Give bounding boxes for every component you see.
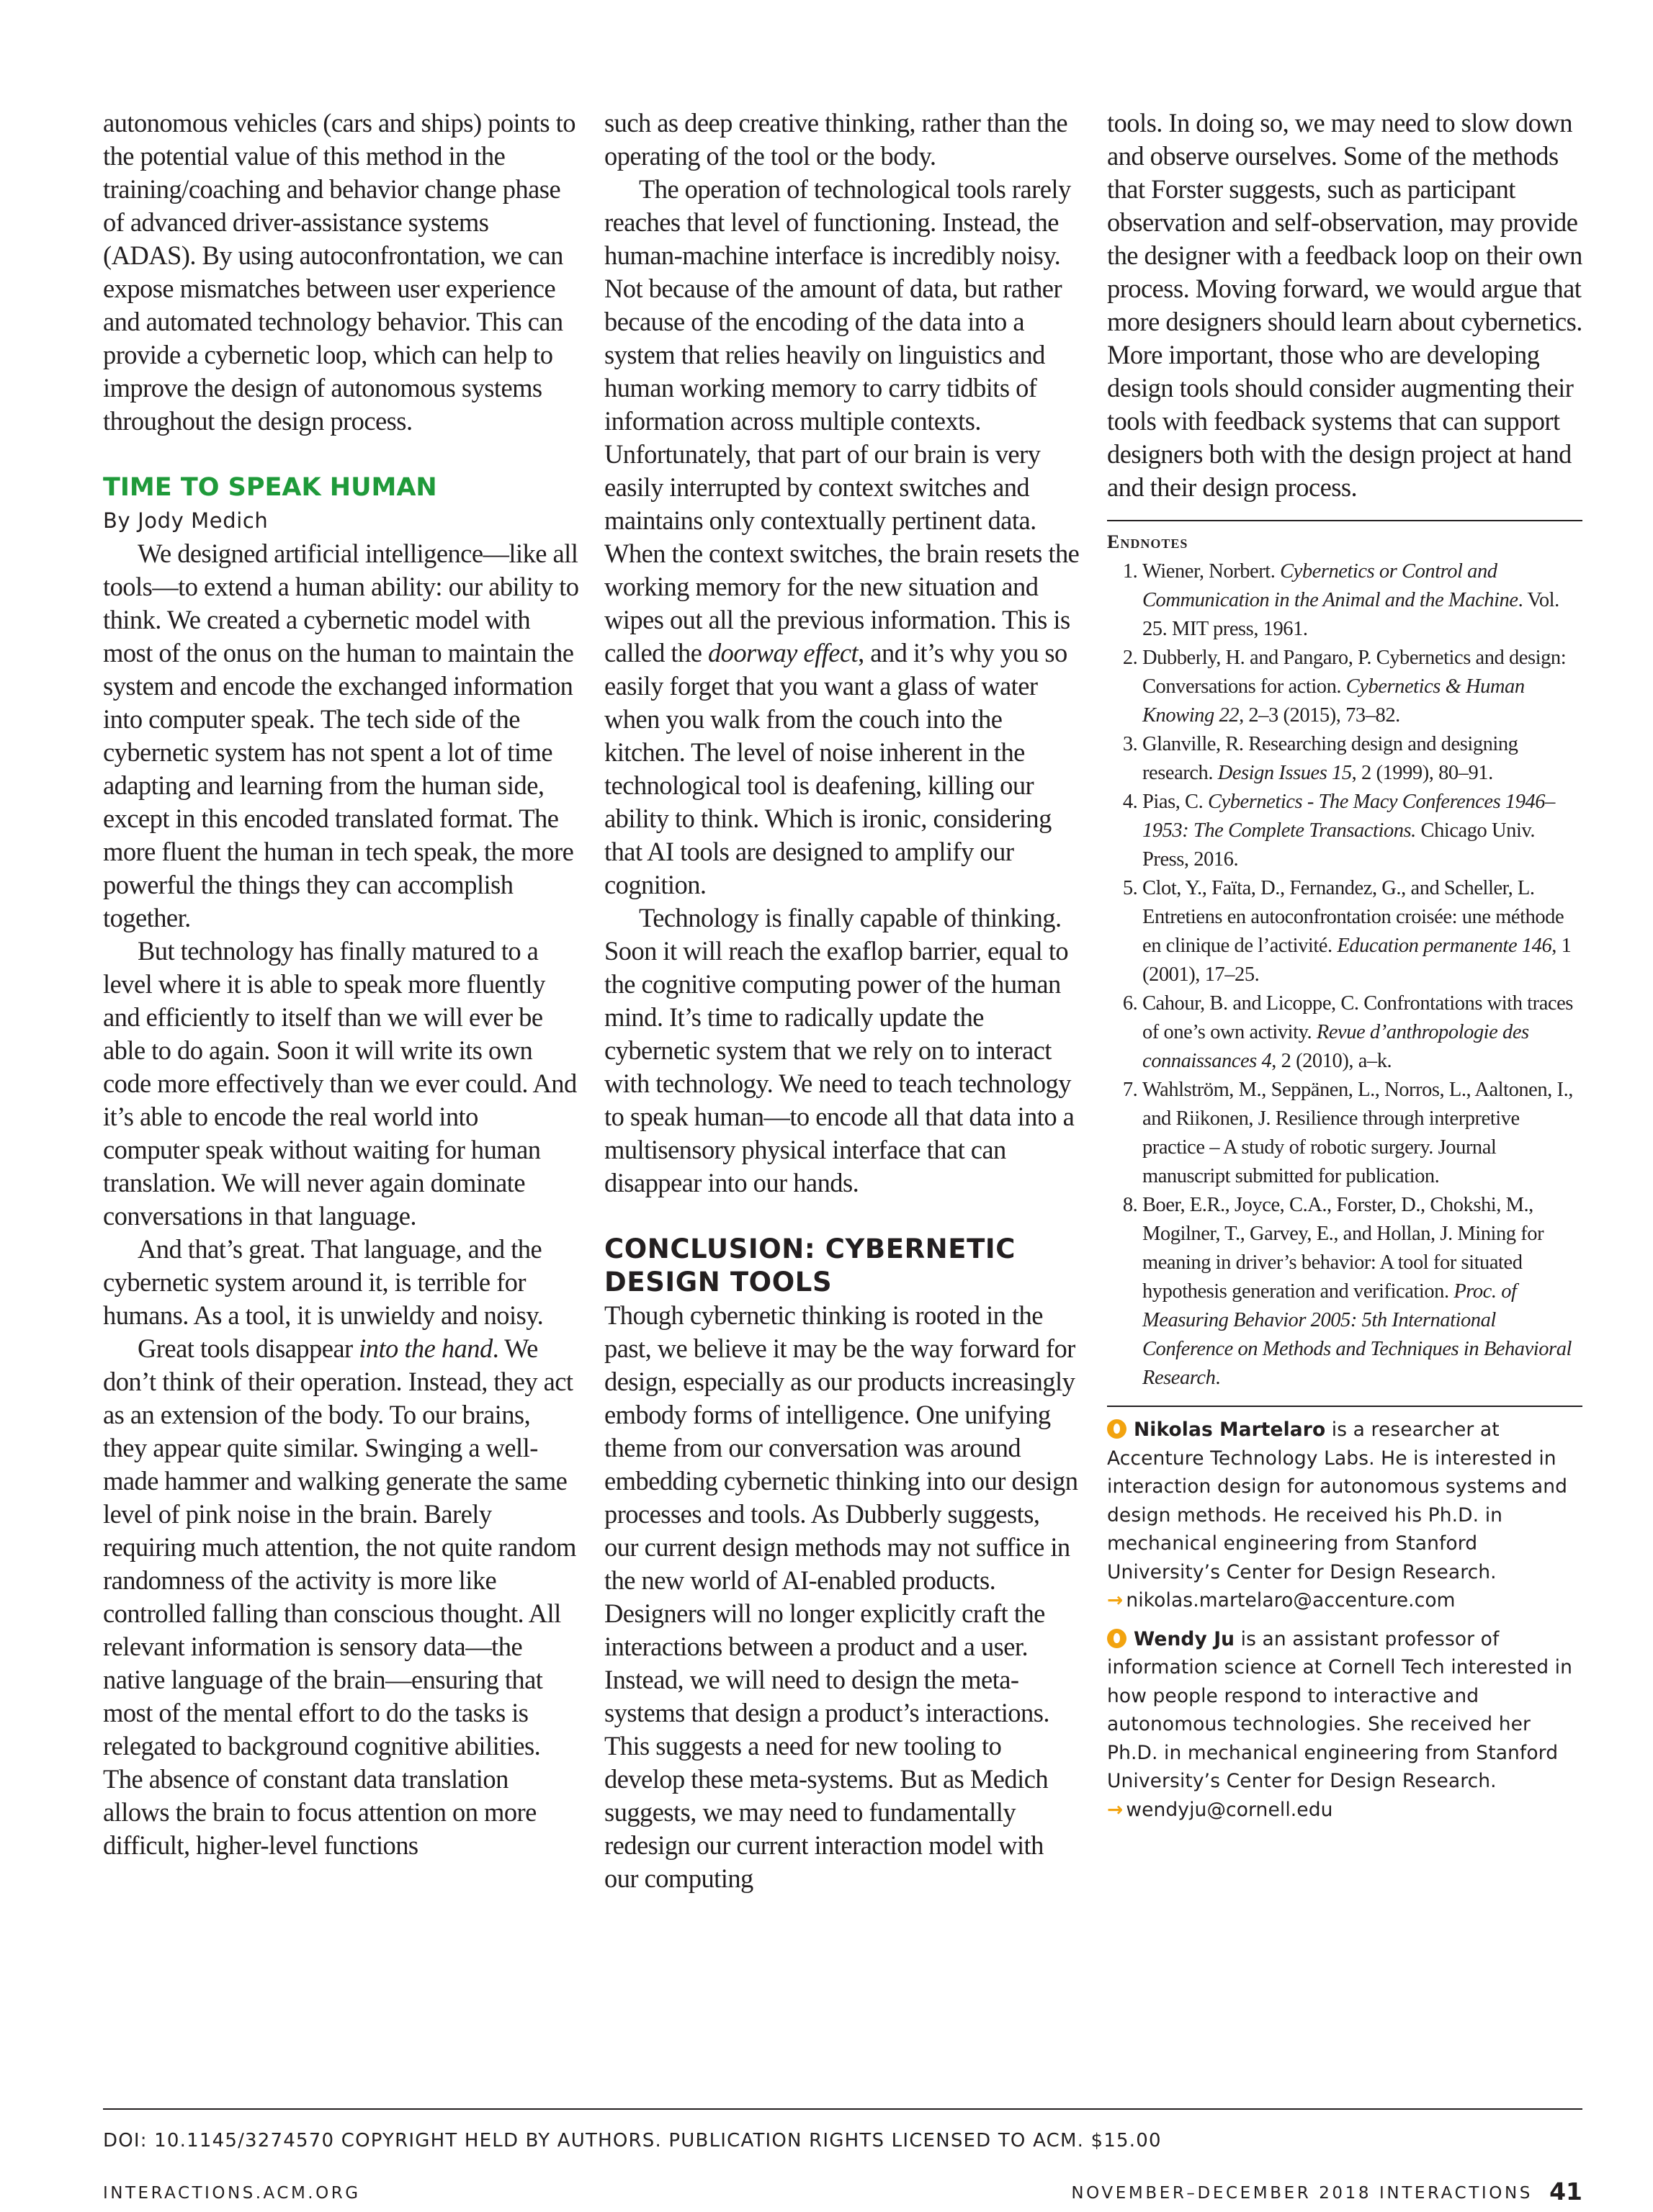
endnote-text: Cahour, B. and Licoppe, C. Confrontations with traces of one’s own activity. bbox=[1142, 992, 1573, 1043]
footer-divider bbox=[103, 2108, 1582, 2110]
text-run: . We don’t think of their operation. Instead, they act as an extension of the body. To our brains, they appear quite similar. Swinging a well-made hammer and walking generate the same level of pink noise in the brain. Barely requiring much attention, the not quite random randomness of the activity is more like controlled falling than conscious thought. All relevant information is sensory data—the native language of the brain—ensuring that most of the mental effort to do the tasks is relegated to background cognitive abilities. The absence of constant data translation allows the brain to focus attention on more difficult, higher-level functions bbox=[103, 1334, 576, 1860]
doi-copyright-line: DOI: 10.1145/3274570 COPYRIGHT HELD BY AUTHORS. PUBLICATION RIGHTS LICENSED TO ACM. $15.00 bbox=[103, 2130, 1162, 2152]
endnote-text: Pias, C. bbox=[1142, 791, 1208, 813]
endnote-title: Cybernetics or Control and Communication in the Animal and the Machine bbox=[1142, 560, 1518, 611]
section-title-time-to-speak-human: TIME TO SPEAK HUMAN bbox=[103, 473, 437, 502]
author-name: Nikolas Martelaro bbox=[1134, 1419, 1326, 1441]
endnote-title: Design Issues 15 bbox=[1217, 762, 1352, 784]
paragraph-intro: autonomous vehicles (cars and ships) points to the potential value of this method in the training/coaching and behavior change phase of advanced driver-assistance systems (ADAS). By using autoconfrontation, we can expose mismatches between user experience and automated technology behavior. This can provide a cybernetic loop, which can help to improve the design of autonomous systems throughout the design process. bbox=[103, 108, 575, 436]
paragraph: We designed artificial intelligence—like all tools—to extend a human ability: our ability to think. We created a cybernetic model with most of the onus on the human to maintain the system and encode the exchanged information into computer speak. The tech side of the cybernetic system has not spent a lot of time adapting and learning from the human side, except in this encoded translated format. The more fluent the human in tech speak, the more powerful the things they can accomplish together. bbox=[103, 539, 579, 932]
endnote-text: Clot, Y., Faïta, D., Fernandez, G., and Scheller, L. Entretiens en autoconfrontation croisée: une méthode en clinique de l’activité. bbox=[1142, 877, 1564, 957]
issue-label: NOVEMBER–DECEMBER 2018 INTERACTIONS bbox=[1071, 2184, 1533, 2203]
bio-text bbox=[1107, 1625, 1582, 1796]
endnote-item bbox=[1142, 1076, 1582, 1191]
endnote-title: Cybernetics - The Macy Conferences 1946–1953: The Complete Transactions. bbox=[1142, 791, 1555, 842]
author-badge-icon bbox=[1107, 1419, 1126, 1439]
arrow-right-icon: → bbox=[1107, 1589, 1124, 1611]
endnote-item bbox=[1142, 557, 1582, 644]
emphasis: into the hand bbox=[359, 1334, 493, 1363]
email-line bbox=[1107, 1796, 1582, 1825]
page-number: 41 bbox=[1549, 2177, 1582, 2206]
author-bio bbox=[1107, 1625, 1582, 1825]
author-email-link[interactable]: nikolas.martelaro@accenture.com bbox=[1126, 1589, 1456, 1611]
author-bios bbox=[1107, 1416, 1582, 1824]
endnote-text: , 2 (1999), 80–91. bbox=[1351, 762, 1493, 784]
paragraph: Technology is finally capable of thinking. Soon it will reach the exaflop barrier, equal to the cognitive computing power of the human mind. It’s time to radically update the cybernetic system that we rely on to interact with technology. We need to teach technology to speak human—to encode all that data into a multisensory physical interface that can disappear into our hands. bbox=[604, 903, 1075, 1197]
column-2 bbox=[604, 107, 1080, 1895]
endnote-item bbox=[1142, 874, 1582, 989]
endnote-text: , 1 (2001), 17–25. bbox=[1142, 935, 1572, 986]
section-title-conclusion: CONCLUSION: CYBERNETIC DESIGN TOOLS bbox=[604, 1233, 1016, 1298]
author-bio bbox=[1107, 1416, 1582, 1615]
endnote-text: Dubberly, H. and Pangaro, P. Cybernetics and design: Conversations for action. bbox=[1142, 647, 1567, 698]
text-run: Great tools disappear bbox=[138, 1334, 359, 1363]
paragraph: Though cybernetic thinking is rooted in the past, we believe it may be the way forward for design, especially as our products increasingly embody forms of intelligence. One unifying theme from our conversation was around embedding cybernetic thinking into our design processes and tools. As Dubberly suggests, our current design methods may not suffice in the new world of AI-enabled products. Designers will no longer explicitly craft the interactions between a product and a user. Instead, we will need to design the meta-systems that design a product’s interactions. This suggests a need for new tooling to develop these meta-systems. But as Medich suggests, we may need to fundamentally redesign our current interaction model with our computing bbox=[604, 1300, 1078, 1893]
author-badge-icon bbox=[1107, 1629, 1126, 1648]
endnote-item bbox=[1142, 1191, 1582, 1393]
endnote-text: Chicago Univ. Press, 2016. bbox=[1142, 819, 1536, 871]
endnote-item bbox=[1142, 989, 1582, 1076]
endnote-text: , 2–3 (2015), 73–82. bbox=[1239, 704, 1400, 727]
endnote-title: Cybernetics & Human Knowing 22 bbox=[1142, 675, 1525, 727]
bios-divider bbox=[1107, 1406, 1582, 1407]
endnote-item bbox=[1142, 788, 1582, 874]
endnote-text: , 2 (2010), a–k. bbox=[1271, 1050, 1392, 1072]
bio-description: is a researcher at Accenture Technology Labs. He is interested in interaction design for autonomous systems and design methods. He received his Ph.D. in mechanical engineering from Stanford University’s Center for Design Research. bbox=[1107, 1419, 1568, 1583]
endnotes-list bbox=[1107, 557, 1582, 1393]
text-run: The operation of technological tools rarely reaches that level of functioning. Instead, the human-machine interface is incredibly noisy. Not because of the amount of data, but rather because of the encoding of the data into a system that relies heavily on linguistics and human working memory to carry tidbits of information across multiple contexts. Unfortunately, that part of our brain is very easily interrupted by context switches and maintains only contextually pertinent data. When the context switches, the brain resets the working memory for the new situation and wipes out all the previous information. This is called the bbox=[604, 174, 1080, 667]
author-name: Wendy Ju bbox=[1134, 1627, 1235, 1650]
endnote-text: Wiener, Norbert. bbox=[1142, 560, 1281, 583]
endnote-title: Education permanente 146 bbox=[1337, 935, 1552, 957]
paragraph-continued: such as deep creative thinking, rather than the operating of the tool or the body. bbox=[604, 108, 1068, 171]
text-run: , and it’s why you so easily forget that you want a glass of water when you walk from the couch into the kitchen. The level of noise inherent in the technological tool is deafening, killing our ability to think. Which is ironic, considering that AI tools are designed to amplify our cognition. bbox=[604, 638, 1067, 899]
endnote-text: . bbox=[1215, 1367, 1221, 1389]
endnotes-title: Endnotes bbox=[1107, 531, 1188, 552]
author-email-link[interactable]: wendyju@cornell.edu bbox=[1126, 1798, 1333, 1821]
paragraph: But technology has finally matured to a level where it is able to speak more fluently and efficiently to itself than we will ever be able to do again. Soon it will write its own code more effectively than we ever could. And it’s able to encode the real world into computer speak without waiting for human translation. We will never again dominate conversations in that language. bbox=[103, 936, 577, 1231]
paragraph: And that’s great. That language, and the cybernetic system around it, is terrible for humans. As a tool, it is unwieldy and noisy. bbox=[103, 1234, 544, 1330]
bio-description: is an assistant professor of information science at Cornell Tech interested in how people respond to interactive and autonomous technologies. She received her Ph.D. in mechanical engineering from Stanford University’s Center for Design Research. bbox=[1107, 1627, 1572, 1792]
email-line bbox=[1107, 1586, 1582, 1615]
endnote-item bbox=[1142, 644, 1582, 730]
paragraph bbox=[604, 173, 1080, 902]
site-url[interactable]: INTERACTIONS.ACM.ORG bbox=[103, 2184, 361, 2203]
endnote-text: . Vol. 25. MIT press, 1961. bbox=[1142, 589, 1559, 640]
paragraph bbox=[103, 1332, 580, 1862]
column-3 bbox=[1107, 107, 1582, 1824]
column-1 bbox=[103, 107, 580, 1862]
paragraph-continued: tools. In doing so, we may need to slow down and observe ourselves. Some of the methods that Forster suggests, such as participant observation and self-observation, may provide the designer with a feedback loop on their own process. Moving forward, we would argue that more designers should learn about cybernetics. More important, those who are developing design tools should consider augmenting their tools with feedback systems that can support designers both with the design project at hand and their design process. bbox=[1107, 108, 1582, 502]
byline: By Jody Medich bbox=[103, 508, 269, 533]
bio-text bbox=[1107, 1416, 1582, 1586]
endnote-text: Glanville, R. Researching design and designing research. bbox=[1142, 733, 1518, 784]
endnote-title: Revue d’anthropologie des connaissances 4 bbox=[1142, 1021, 1529, 1072]
endnote-item bbox=[1142, 730, 1582, 788]
arrow-right-icon: → bbox=[1107, 1798, 1124, 1821]
endnote-text: Wahlström, M., Seppänen, L., Norros, L., Aaltonen, I., and Riikonen, J. Resilience through interpretive practice – A study of robotic surgery. Journal manuscript submitted for publication. bbox=[1142, 1079, 1573, 1187]
emphasis: doorway effect bbox=[707, 638, 859, 667]
endnote-text: Boer, E.R., Joyce, C.A., Forster, D., Chokshi, M., Mogilner, T., Garvey, E., and Hollan, J. Mining for meaning in driver’s behavior: A tool for situated hypothesis generation and verification. bbox=[1142, 1194, 1544, 1303]
endnotes-divider bbox=[1107, 520, 1582, 521]
endnote-title: Proc. of Measuring Behavior 2005: 5th International Conference on Methods and Techniques in Behavioral Research bbox=[1142, 1280, 1572, 1389]
